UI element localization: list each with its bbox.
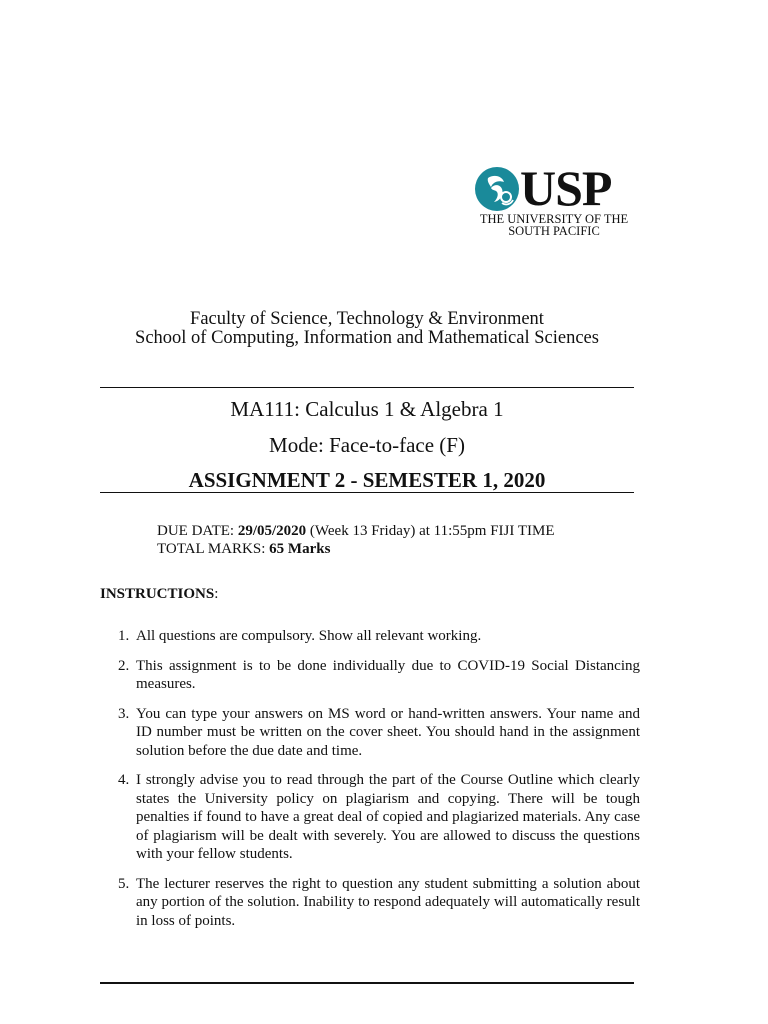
instruction-item bbox=[100, 771, 640, 864]
total-marks-value: 65 Marks bbox=[269, 541, 331, 557]
due-date-label: DUE DATE: bbox=[157, 523, 238, 539]
instruction-text: This assignment is to be done individually due to COVID-19 Social Distancing measures. bbox=[136, 657, 640, 692]
instruction-text: You can type your answers on MS word or hand-written answers. Your name and ID number must be written on the cover sheet. You should hand in the assignment solution before the due date and time. bbox=[136, 705, 640, 759]
total-marks-label: TOTAL MARKS: bbox=[157, 541, 270, 557]
logo-subtitle-line2: SOUTH PACIFIC bbox=[508, 224, 600, 238]
due-date-value: 29/05/2020 bbox=[237, 523, 307, 539]
instruction-number: 5. bbox=[118, 875, 130, 892]
instruction-number: 1. bbox=[118, 628, 130, 644]
usp-logo bbox=[474, 160, 634, 244]
instructions-list bbox=[100, 627, 640, 941]
instruction-number: 4. bbox=[118, 772, 130, 788]
logo-subtitle-line1: THE UNIVERSITY OF THE bbox=[479, 212, 629, 226]
instruction-text: The lecturer reserves the right to question any student submitting a solution about any portion of the solution. Inability to respond adequately will automatically result in loss of points. bbox=[136, 875, 640, 929]
due-date-details: (Week 13 Friday) at 11:55pm FIJI TIME bbox=[306, 523, 555, 539]
course-mode: Mode: Face-to-face (F) bbox=[269, 433, 465, 457]
instruction-number: 2. bbox=[118, 657, 130, 674]
instruction-item bbox=[100, 657, 640, 694]
instructions-heading-colon: : bbox=[214, 586, 219, 602]
instruction-item bbox=[100, 705, 640, 761]
faculty-name: Faculty of Science, Technology & Environment bbox=[190, 309, 544, 329]
footer-divider bbox=[100, 982, 634, 984]
logo-subtitle bbox=[474, 213, 634, 237]
instruction-text: I strongly advise you to read through the part of the Course Outline which clearly states the University policy on plagiarism and copying. There will be tough penalties if found to have a great deal of copied and plagiarized materials. Any case of plagiarism will be dealt with severely. You are allowed to discuss the questions with your fellow students. bbox=[136, 772, 640, 862]
logo-wordmark: USP bbox=[520, 160, 612, 216]
total-marks-line bbox=[157, 541, 330, 558]
instructions-heading bbox=[100, 586, 218, 603]
instruction-item bbox=[100, 627, 640, 646]
instructions-heading-text: INSTRUCTIONS bbox=[100, 586, 215, 602]
course-title: MA111: Calculus 1 & Algebra 1 bbox=[230, 397, 504, 421]
assignment-title: ASSIGNMENT 2 - SEMESTER 1, 2020 bbox=[188, 468, 546, 492]
school-name: School of Computing, Information and Mathematical Sciences bbox=[135, 328, 599, 348]
instruction-number: 3. bbox=[118, 705, 130, 722]
due-date-line bbox=[157, 523, 555, 540]
instruction-item bbox=[100, 875, 640, 931]
bottom-divider bbox=[100, 492, 634, 493]
instruction-text: All questions are compulsory. Show all relevant working. bbox=[136, 628, 482, 644]
usp-emblem-icon bbox=[474, 166, 520, 212]
top-divider bbox=[100, 387, 634, 388]
